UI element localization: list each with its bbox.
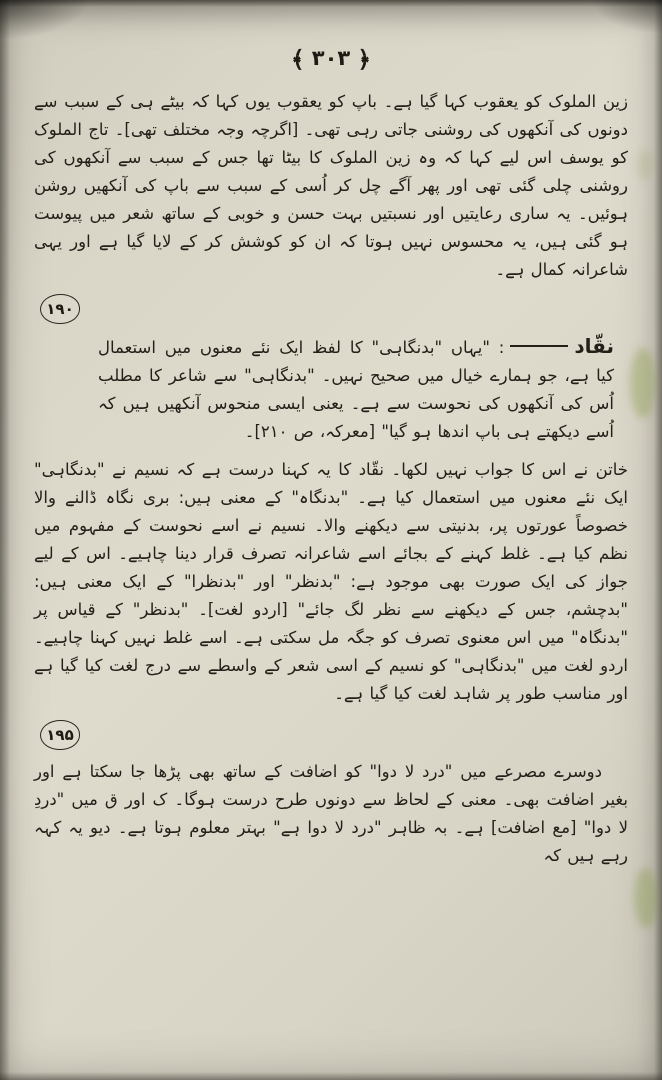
paragraph-dard-la-dawa: دوسرے مصرعے میں "درد لا دوا" کو اضافت کے ساتھ بھی پڑھا جا سکتا ہے اور بغیر اضافت بھی۔ معنی کے لحاظ سے دونوں طرح درست ہوگا۔ ک اور ق میں "دردِ لا دوا" [مع اضافت] ہے۔ بہ ظاہر "درد لا دوا ہے" بہتر معلوم ہوتا ہے۔ دیو یہ کہہ رہے ہیں کہ	[34, 762, 628, 865]
scan-edge-right	[654, 0, 662, 1080]
page-body-text	[34, 88, 628, 1060]
page-number: ۳۰۳	[311, 46, 351, 70]
ornament-bracket-right: ﴿	[357, 47, 372, 73]
ornament-bracket-left: ﴾	[290, 47, 305, 73]
scan-edge-top	[0, 0, 662, 7]
entry-number-195: ۱۹۵	[40, 720, 80, 750]
entry-marker-row-190	[34, 294, 628, 328]
scan-edge-bottom	[0, 1072, 662, 1080]
paragraph-reply-badnigahi: خاتن نے اس کا جواب نہیں لکھا۔ نقّاد کا یہ کہنا درست ہے کہ نسیم نے "بدنگاہی" ایک نئے معنوں میں استعمال کیا ہے۔ "بدنگاہ" کے معنی ہیں: بری نگاہ ڈالنے والا خصوصاً عورتوں پر، بدنیتی سے دیکھنے والا۔ نسیم نے اسے نحوست کے مفہوم میں نظم کیا ہے۔ غلط کہنے کے بجائے اسے شاعرانہ تصرف قرار دینا چاہیے۔ اس کے لیے جواز کی ایک صورت بھی موجود ہے: "بدنظر" اور "بدنظرا" کے ایک معنی ہیں: "بدچشم، جس کے دیکھنے سے نظر لگ جائے" [اردو لغت]۔ "بدنظر" کے قیاس پر "بدنگاہ" میں اس معنوی تصرف کو جگہ مل سکتی ہے۔ اسے غلط نہیں کہنا چاہیے۔ اردو لغت میں "بدنگاہی" کو نسیم کے اسی شعر کے واسطے سے درج لغت کیا گیا ہے اور مناسب طور پر شاہد لغت کیا گیا ہے۔	[34, 460, 628, 703]
entry-number-190: ۱۹۰	[40, 294, 80, 324]
naqqad-heading: نقّاد	[574, 334, 614, 358]
scan-stain	[630, 348, 656, 418]
naqqad-quote-paragraph	[34, 332, 628, 446]
scan-edge-left	[0, 0, 10, 1080]
scan-corner-shadow-left	[0, 0, 90, 40]
paragraph-commentary-yaqub: زین الملوک کو یعقوب کہا گیا ہے۔ باپ کو یعقوب یوں کہا کہ بیٹے ہی کے سبب سے دونوں کی آنکھوں کی روشنی جاتی رہی تھی۔ [اگرچہ وجہ مختلف تھی]۔ تاج الملوک کو یوسف اس لیے کہا کہ وہ زین الملوک کا بیٹا تھا جس کے سبب سے آنکھوں کی روشنی چلی گئی تھی اور پھر آگے چل کر اُسی کے سبب سے باپ کی آنکھیں روشن ہوئیں۔ یہ ساری رعایتیں اور نسبتیں بہت حسن و خوبی کے ساتھ شعر میں پیوست ہو گئی ہیں، یہ محسوس نہیں ہوتا کہ ان کو کوشش کر کے لایا گیا ہے اور یہی شاعرانہ کمال ہے۔	[34, 92, 628, 279]
naqqad-quote-text: : "یہاں "بدنگاہی" کا لفظ ایک نئے معنوں میں استعمال کیا ہے، جو ہمارے خیال میں صحیح نہیں۔ "بدنگاہی" سے شاعر کا مطلب اُس کی آنکھوں کی نحوست سے ہے۔ یعنی ایسی منحوس آنکھیں ہیں کہ اُسے دیکھتے ہی باپ اندھا ہو گیا" [معرکہ، ص ۲۱۰]۔	[98, 338, 614, 441]
entry-marker-row-195	[34, 720, 628, 754]
scan-corner-shadow-right	[592, 0, 662, 34]
heading-dash-rule	[510, 345, 568, 347]
scan-stain	[638, 150, 652, 180]
page-number-ornament	[0, 46, 662, 73]
